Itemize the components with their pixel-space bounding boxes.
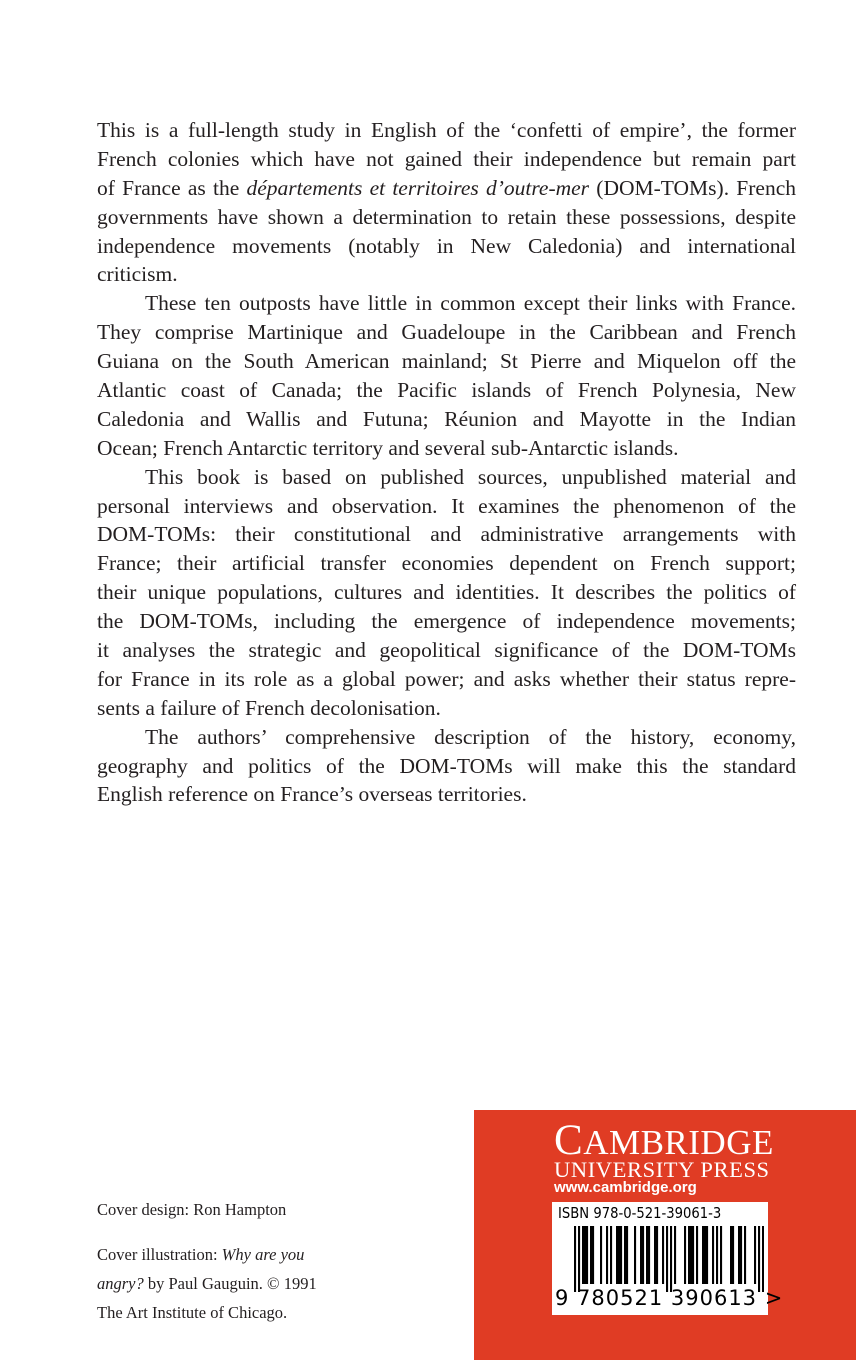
barcode-bar [646, 1226, 648, 1284]
barcode-bar [670, 1226, 672, 1292]
text-segment: Atlantic coast of Canada; the Pacific islands of French Polynesia, New [97, 378, 796, 403]
text-segment: French colonies which have not gained their independence but remain part [97, 146, 796, 171]
text-line [97, 405, 796, 434]
text-segment: Caledonia and Wallis and Futuna; Réunion and Mayotte in the Indian [97, 406, 796, 431]
text-line [97, 636, 796, 665]
barcode-bar [684, 1226, 686, 1284]
text-line [97, 145, 796, 174]
text-line [97, 318, 796, 347]
publisher-initial: C [554, 1117, 584, 1164]
barcode-bar [738, 1226, 740, 1284]
text-line [97, 607, 796, 636]
barcode-bar [620, 1226, 622, 1284]
illustration-prefix: Cover illustration: [97, 1245, 222, 1264]
cover-credits [97, 1195, 317, 1327]
text-segment: it analyses the strategic and geopolitical significance of the DOM-TOMs [97, 638, 796, 663]
cover-illustration-credit [97, 1240, 317, 1269]
barcode-bar [666, 1226, 668, 1292]
barcode-bar [758, 1226, 760, 1292]
barcode-bar [584, 1226, 586, 1284]
barcode-bar [690, 1226, 692, 1284]
text-line [97, 434, 796, 463]
barcode-bar [654, 1226, 656, 1284]
text-line [97, 174, 796, 203]
barcode-bar [744, 1226, 746, 1284]
illustration-title: Why are you [221, 1245, 305, 1264]
text-segment: Ocean; French Antarctic territory and several sub-Antarctic islands. [97, 435, 679, 460]
text-line [97, 520, 796, 549]
text-line [97, 752, 796, 781]
text-segment: the DOM-TOMs, including the emergence of independence movements; [97, 609, 796, 634]
barcode-bar [640, 1226, 642, 1284]
text-segment: personal interviews and observation. It examines the phenomenon of the [97, 493, 796, 518]
cover-design-credit: Cover design: Ron Hampton [97, 1200, 287, 1219]
text-line [97, 376, 796, 405]
text-line [97, 289, 796, 318]
barcode-bar [616, 1226, 618, 1284]
barcode-bars [574, 1226, 764, 1292]
text-line [97, 232, 796, 261]
barcode-bar [606, 1226, 608, 1284]
text-segment: France; their artificial transfer economies dependent on French support; [97, 551, 796, 576]
text-segment: These ten outposts have little in common except their links with France. [145, 291, 796, 316]
barcode-bar [626, 1226, 628, 1284]
barcode-bar [712, 1226, 714, 1284]
barcode-bar [704, 1226, 706, 1284]
text-segment: independence movements (notably in New Caledonia) and international [97, 233, 796, 258]
barcode-bar [692, 1226, 694, 1284]
barcode-bar [656, 1226, 658, 1284]
text-line [97, 116, 796, 145]
publisher-subtitle: UNIVERSITY PRESS [554, 1157, 770, 1182]
text-line [97, 694, 796, 723]
text-segment: Guiana on the South American mainland; St Pierre and Miquelon off the [97, 349, 796, 374]
illustration-artist: by Paul Gauguin. © 1991 [143, 1274, 317, 1293]
barcode-bar [696, 1226, 698, 1284]
barcode-bar [582, 1226, 584, 1284]
publisher-panel [474, 1110, 856, 1360]
text-line [97, 665, 796, 694]
barcode-bar [754, 1226, 756, 1284]
text-segment: English reference on France’s overseas territories. [97, 782, 527, 807]
blurb-text [97, 116, 796, 809]
text-line [97, 347, 796, 376]
barcode-bar [662, 1226, 664, 1284]
barcode-bar [610, 1226, 612, 1284]
barcode-bar [688, 1226, 690, 1284]
text-segment: DOM-TOMs: their constitutional and administrative arrangements with [97, 522, 796, 547]
isbn-label: ISBN 978-0-521-39061-3 [558, 1204, 722, 1222]
text-segment: (DOM-TOMs). French [589, 175, 797, 200]
text-segment: their unique populations, cultures and identities. It describes the politics of [97, 580, 796, 605]
text-line [97, 723, 796, 752]
barcode-bar [720, 1226, 722, 1284]
text-segment: of France as the [97, 175, 247, 200]
barcode-bar [642, 1226, 644, 1284]
text-line [97, 578, 796, 607]
ean-digits: 9 780521 390613 > [555, 1286, 784, 1310]
text-segment: criticism. [97, 262, 178, 287]
barcode-bar [592, 1226, 594, 1284]
barcode-bar [716, 1226, 718, 1284]
barcode-bar [574, 1226, 576, 1292]
barcode-bar [578, 1226, 580, 1292]
barcode-bar [586, 1226, 588, 1284]
text-segment: This is a full-length study in English of the ‘confetti of empire’, the former [97, 118, 796, 142]
text-segment: The authors’ comprehensive description of the history, economy, [145, 724, 796, 749]
barcode-bar [702, 1226, 704, 1284]
text-segment: for France in its role as a global power; and asks whether their status repre- [97, 666, 796, 691]
barcode-bar [706, 1226, 708, 1284]
text-line [97, 260, 796, 289]
publisher-url: www.cambridge.org [554, 1179, 697, 1196]
text-segment: sents a failure of French decolonisation. [97, 695, 441, 720]
text-line [97, 463, 796, 492]
barcode-bar [590, 1226, 592, 1284]
text-segment: governments have shown a determination to retain these possessions, despite [97, 204, 796, 229]
publisher-name-rest: AMBRIDGE [583, 1123, 774, 1162]
barcode-bar [618, 1226, 620, 1284]
barcode-bar [600, 1226, 602, 1284]
text-segment: This book is based on published sources, unpublished material and [145, 464, 796, 489]
illustration-owner: The Art Institute of Chicago. [97, 1303, 288, 1322]
barcode-bar [674, 1226, 676, 1284]
text-line [97, 203, 796, 232]
barcode-bar [624, 1226, 626, 1284]
barcode-bar [634, 1226, 636, 1284]
barcode-bar [740, 1226, 742, 1284]
barcode-bar [730, 1226, 732, 1284]
italic-text: départements et territoires d’outre-mer [246, 175, 590, 200]
text-segment: They comprise Martinique and Guadeloupe in the Caribbean and French [97, 320, 796, 345]
barcode-bar [762, 1226, 764, 1292]
cover-illustration-credit-2 [97, 1269, 317, 1298]
barcode-bar [648, 1226, 650, 1284]
text-line [97, 549, 796, 578]
barcode-bar [732, 1226, 734, 1284]
isbn-barcode [552, 1202, 784, 1315]
text-segment: geography and politics of the DOM-TOMs will make this the standard [97, 753, 796, 778]
text-line [97, 780, 796, 809]
text-line [97, 492, 796, 521]
illustration-title-2: angry? [97, 1274, 144, 1293]
